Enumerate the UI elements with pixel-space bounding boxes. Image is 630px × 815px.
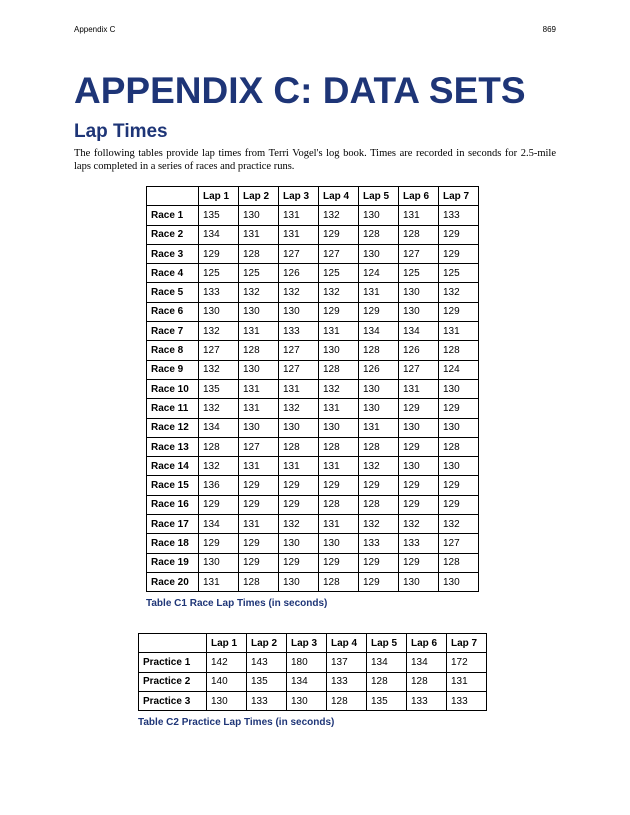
column-header: Lap 2 <box>239 187 279 206</box>
table-row <box>147 360 479 379</box>
table-cell: 128 <box>319 437 359 456</box>
table-cell: 128 <box>319 495 359 514</box>
table-cell: 125 <box>239 264 279 283</box>
table-cell: 132 <box>279 283 319 302</box>
table-cell: 133 <box>359 534 399 553</box>
row-label: Race 1 <box>147 206 199 225</box>
row-label: Race 15 <box>147 476 199 495</box>
table-cell: 130 <box>199 302 239 321</box>
table-cell: 130 <box>439 379 479 398</box>
table-cell: 129 <box>439 495 479 514</box>
table-cell: 131 <box>319 399 359 418</box>
row-label: Race 17 <box>147 515 199 534</box>
row-label: Race 9 <box>147 360 199 379</box>
row-label: Race 13 <box>147 437 199 456</box>
table-cell: 137 <box>327 653 367 672</box>
table-cell: 131 <box>239 225 279 244</box>
table-header-row <box>139 634 487 653</box>
page-title: APPENDIX C: DATA SETS <box>74 70 526 111</box>
table-header-row <box>147 187 479 206</box>
table-cell: 131 <box>239 515 279 534</box>
table-cell: 129 <box>319 476 359 495</box>
table-cell: 131 <box>239 322 279 341</box>
table-cell: 128 <box>359 437 399 456</box>
table-cell: 132 <box>359 515 399 534</box>
table-cell: 128 <box>359 495 399 514</box>
table-row <box>147 264 479 283</box>
table-caption-c2: Table C2 Practice Lap Times (in seconds) <box>138 717 335 728</box>
table-cell: 128 <box>359 225 399 244</box>
table-cell: 129 <box>239 534 279 553</box>
table-cell: 125 <box>439 264 479 283</box>
table-cell: 131 <box>319 457 359 476</box>
table-cell: 129 <box>439 302 479 321</box>
row-label: Race 5 <box>147 283 199 302</box>
table-cell: 131 <box>279 206 319 225</box>
table-cell: 130 <box>239 302 279 321</box>
table-cell: 133 <box>327 672 367 691</box>
table-row <box>147 553 479 572</box>
page-number: 869 <box>542 25 556 34</box>
table-row <box>139 691 487 710</box>
table-cell: 132 <box>279 515 319 534</box>
column-header: Lap 2 <box>247 634 287 653</box>
table-cell: 131 <box>439 322 479 341</box>
table-cell: 135 <box>247 672 287 691</box>
table-row <box>147 244 479 263</box>
table-cell: 135 <box>199 379 239 398</box>
table-cell: 129 <box>399 476 439 495</box>
table-cell: 131 <box>239 379 279 398</box>
table-cell: 129 <box>239 476 279 495</box>
table-cell: 134 <box>199 418 239 437</box>
table-cell: 129 <box>399 399 439 418</box>
table-cell: 132 <box>359 457 399 476</box>
row-label: Race 4 <box>147 264 199 283</box>
table-cell: 127 <box>279 360 319 379</box>
table-cell: 132 <box>199 457 239 476</box>
table-row <box>147 476 479 495</box>
table-cell: 132 <box>319 379 359 398</box>
table-cell: 125 <box>199 264 239 283</box>
table-cell: 143 <box>247 653 287 672</box>
table-cell: 129 <box>279 476 319 495</box>
table-cell: 131 <box>319 322 359 341</box>
table-cell: 127 <box>439 534 479 553</box>
running-header-chapter: Appendix C <box>74 25 116 34</box>
table-cell: 132 <box>399 515 439 534</box>
table-cell: 130 <box>319 341 359 360</box>
table-cell: 129 <box>239 553 279 572</box>
table-cell: 127 <box>399 244 439 263</box>
table-cell: 132 <box>199 322 239 341</box>
table-cell: 136 <box>199 476 239 495</box>
column-header: Lap 4 <box>327 634 367 653</box>
table-cell: 129 <box>439 476 479 495</box>
table-cell: 128 <box>367 672 407 691</box>
table-cell: 131 <box>239 399 279 418</box>
table-cell: 131 <box>279 379 319 398</box>
table-cell: 134 <box>199 225 239 244</box>
table-row <box>139 653 487 672</box>
table-cell: 131 <box>399 206 439 225</box>
table-cell: 129 <box>319 302 359 321</box>
table-cell: 134 <box>399 322 439 341</box>
intro-paragraph: The following tables provide lap times from Terri Vogel's log book. Times are recorded in seconds for 2.5-mile laps completed in a series of races and practice runs. <box>74 148 556 172</box>
row-label: Race 8 <box>147 341 199 360</box>
table-cell: 129 <box>439 244 479 263</box>
table-cell: 127 <box>399 360 439 379</box>
table-row <box>147 322 479 341</box>
table-cell: 133 <box>247 691 287 710</box>
table-cell: 142 <box>207 653 247 672</box>
table-cell: 135 <box>199 206 239 225</box>
table-cell: 129 <box>279 553 319 572</box>
table-row <box>147 283 479 302</box>
table-cell: 129 <box>399 437 439 456</box>
table-cell: 130 <box>239 418 279 437</box>
table-cell: 130 <box>399 572 439 591</box>
table-cell: 132 <box>239 283 279 302</box>
row-label: Practice 2 <box>139 672 207 691</box>
table-cell: 130 <box>279 418 319 437</box>
table-cell: 130 <box>279 534 319 553</box>
table-cell: 131 <box>319 515 359 534</box>
table-cell: 130 <box>207 691 247 710</box>
table-cell: 132 <box>199 360 239 379</box>
table-cell: 132 <box>439 515 479 534</box>
table-cell: 140 <box>207 672 247 691</box>
table-cell: 130 <box>239 360 279 379</box>
row-label: Race 10 <box>147 379 199 398</box>
table-cell: 130 <box>359 379 399 398</box>
table-row <box>147 399 479 418</box>
table-cell: 131 <box>359 283 399 302</box>
table-cell: 180 <box>287 653 327 672</box>
table-cell: 130 <box>399 302 439 321</box>
table-cell: 133 <box>439 206 479 225</box>
table-cell: 130 <box>399 457 439 476</box>
table-body <box>147 206 479 592</box>
table-cell: 130 <box>319 534 359 553</box>
table-row <box>147 437 479 456</box>
table-cell: 130 <box>359 206 399 225</box>
table-cell: 131 <box>447 672 487 691</box>
column-header: Lap 4 <box>319 187 359 206</box>
table-cell: 129 <box>359 476 399 495</box>
table-cell: 129 <box>199 244 239 263</box>
race-lap-times-table <box>146 186 479 592</box>
table-row <box>147 379 479 398</box>
column-header: Lap 1 <box>199 187 239 206</box>
table-cell: 132 <box>439 283 479 302</box>
column-header: Lap 5 <box>367 634 407 653</box>
table-cell: 130 <box>287 691 327 710</box>
table-cell: 126 <box>359 360 399 379</box>
table-cell: 130 <box>399 283 439 302</box>
table-cell: 131 <box>279 457 319 476</box>
table-cell: 129 <box>439 399 479 418</box>
table-cell: 129 <box>359 572 399 591</box>
table-row <box>139 672 487 691</box>
table-cell: 131 <box>199 572 239 591</box>
table-cell: 127 <box>279 341 319 360</box>
table-cell: 129 <box>319 225 359 244</box>
table-cell: 128 <box>439 341 479 360</box>
table-cell: 128 <box>239 341 279 360</box>
table-cell: 130 <box>199 553 239 572</box>
table-cell: 128 <box>439 437 479 456</box>
table-cell: 131 <box>359 418 399 437</box>
table-row <box>147 534 479 553</box>
table-cell: 129 <box>399 553 439 572</box>
row-label: Practice 1 <box>139 653 207 672</box>
table-cell: 129 <box>439 225 479 244</box>
table-cell: 128 <box>359 341 399 360</box>
table-cell: 133 <box>447 691 487 710</box>
table-row <box>147 302 479 321</box>
table-body <box>139 653 487 711</box>
table-cell: 133 <box>407 691 447 710</box>
table-cell: 133 <box>279 322 319 341</box>
table-cell: 134 <box>359 322 399 341</box>
row-label: Race 20 <box>147 572 199 591</box>
table-cell: 130 <box>279 302 319 321</box>
row-label: Race 11 <box>147 399 199 418</box>
row-label: Practice 3 <box>139 691 207 710</box>
table-cell: 130 <box>359 244 399 263</box>
table-row <box>147 418 479 437</box>
row-label: Race 2 <box>147 225 199 244</box>
practice-lap-times-table <box>138 633 487 711</box>
table-cell: 134 <box>407 653 447 672</box>
table-cell: 125 <box>319 264 359 283</box>
table-row <box>147 206 479 225</box>
table-cell: 124 <box>359 264 399 283</box>
table-corner-cell <box>139 634 207 653</box>
table-cell: 135 <box>367 691 407 710</box>
table-cell: 130 <box>319 418 359 437</box>
table-cell: 128 <box>399 225 439 244</box>
table-cell: 130 <box>439 457 479 476</box>
table-cell: 127 <box>279 244 319 263</box>
table-cell: 131 <box>279 225 319 244</box>
table-cell: 131 <box>239 457 279 476</box>
table-cell: 128 <box>239 572 279 591</box>
table-cell: 129 <box>199 495 239 514</box>
table-cell: 131 <box>399 379 439 398</box>
row-label: Race 18 <box>147 534 199 553</box>
table-cell: 134 <box>367 653 407 672</box>
table-cell: 128 <box>327 691 367 710</box>
row-label: Race 6 <box>147 302 199 321</box>
table-cell: 132 <box>319 206 359 225</box>
table-cell: 130 <box>279 572 319 591</box>
table-cell: 130 <box>399 418 439 437</box>
table-cell: 128 <box>279 437 319 456</box>
column-header: Lap 7 <box>439 187 479 206</box>
table-row <box>147 515 479 534</box>
table-cell: 128 <box>199 437 239 456</box>
table-cell: 128 <box>439 553 479 572</box>
table-row <box>147 225 479 244</box>
table-row <box>147 572 479 591</box>
column-header: Lap 5 <box>359 187 399 206</box>
table-cell: 128 <box>239 244 279 263</box>
table-cell: 132 <box>199 399 239 418</box>
table-cell: 132 <box>319 283 359 302</box>
table-cell: 130 <box>239 206 279 225</box>
row-label: Race 7 <box>147 322 199 341</box>
column-header: Lap 6 <box>407 634 447 653</box>
running-header <box>74 25 556 37</box>
table-cell: 126 <box>399 341 439 360</box>
row-label: Race 14 <box>147 457 199 476</box>
column-header: Lap 3 <box>287 634 327 653</box>
table-cell: 172 <box>447 653 487 672</box>
table-cell: 128 <box>319 360 359 379</box>
column-header: Lap 3 <box>279 187 319 206</box>
table-cell: 134 <box>199 515 239 534</box>
table-row <box>147 341 479 360</box>
column-header: Lap 1 <box>207 634 247 653</box>
table-cell: 125 <box>399 264 439 283</box>
table-caption-c1: Table C1 Race Lap Times (in seconds) <box>146 598 328 609</box>
section-heading: Lap Times <box>74 121 168 142</box>
table-cell: 127 <box>199 341 239 360</box>
table-cell: 129 <box>199 534 239 553</box>
table-cell: 129 <box>239 495 279 514</box>
table-cell: 130 <box>439 572 479 591</box>
column-header: Lap 6 <box>399 187 439 206</box>
table-cell: 130 <box>359 399 399 418</box>
table-row <box>147 495 479 514</box>
row-label: Race 19 <box>147 553 199 572</box>
table-cell: 129 <box>319 553 359 572</box>
table-cell: 124 <box>439 360 479 379</box>
table-cell: 127 <box>319 244 359 263</box>
row-label: Race 16 <box>147 495 199 514</box>
row-label: Race 12 <box>147 418 199 437</box>
table-cell: 133 <box>199 283 239 302</box>
table-row <box>147 457 479 476</box>
table-corner-cell <box>147 187 199 206</box>
table-cell: 129 <box>279 495 319 514</box>
table-cell: 129 <box>359 302 399 321</box>
table-cell: 129 <box>359 553 399 572</box>
table-cell: 128 <box>319 572 359 591</box>
table-cell: 127 <box>239 437 279 456</box>
table-cell: 126 <box>279 264 319 283</box>
table-cell: 134 <box>287 672 327 691</box>
table-cell: 130 <box>439 418 479 437</box>
table-cell: 129 <box>399 495 439 514</box>
row-label: Race 3 <box>147 244 199 263</box>
table-cell: 133 <box>399 534 439 553</box>
table-cell: 132 <box>279 399 319 418</box>
table-cell: 128 <box>407 672 447 691</box>
column-header: Lap 7 <box>447 634 487 653</box>
